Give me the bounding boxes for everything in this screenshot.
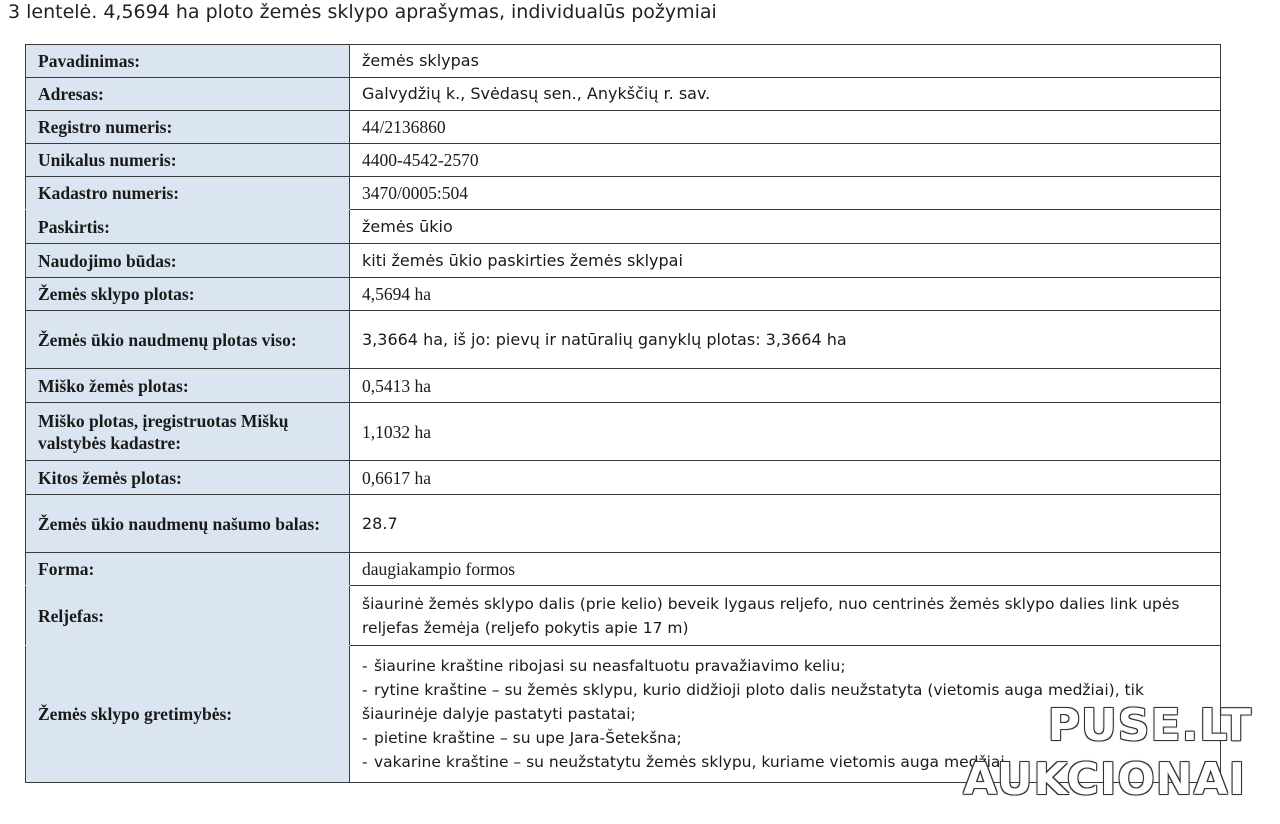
row-label: Pavadinimas: <box>26 45 350 78</box>
row-label: Kitos žemės plotas: <box>26 461 350 495</box>
row-value: daugiakampio formos <box>350 553 1221 586</box>
watermark-line1: PUSE.LT <box>1047 700 1252 751</box>
row-label: Adresas: <box>26 78 350 111</box>
table-row <box>26 311 1221 369</box>
row-label: Miško žemės plotas: <box>26 369 350 403</box>
table-row <box>26 78 1221 111</box>
table-row <box>26 461 1221 495</box>
row-value: 4,5694 ha <box>350 278 1221 311</box>
row-label: Naudojimo būdas: <box>26 244 350 278</box>
list-item: - pietine kraštine – su upe Jara-Šetekšna; <box>362 729 682 747</box>
row-value: 1,1032 ha <box>350 403 1221 461</box>
table-row <box>26 495 1221 553</box>
list-item: - šiaurine kraštine ribojasi su neasfaltuotu pravažiavimo keliu; <box>362 657 846 675</box>
table-row <box>26 586 1221 646</box>
list-item: - rytine kraštine – su žemės sklypu, kurio didžioji ploto dalis neužstatyta (vietomis auga medžiai), tik šiaurinėje dalyje pastatyti pastatai; <box>362 681 1144 723</box>
row-value: 3,3664 ha, iš jo: pievų ir natūralių ganyklų plotas: 3,3664 ha <box>350 311 1221 369</box>
table-row <box>26 244 1221 278</box>
row-label: Reljefas: <box>26 586 350 646</box>
row-label: Registro numeris: <box>26 111 350 144</box>
row-label: Žemės ūkio naudmenų našumo balas: <box>26 495 350 553</box>
row-value: 0,5413 ha <box>350 369 1221 403</box>
table-row <box>26 177 1221 210</box>
row-label: Žemės ūkio naudmenų plotas viso: <box>26 311 350 369</box>
row-value: 4400-4542-2570 <box>350 144 1221 177</box>
row-value: 3470/0005:504 <box>350 177 1221 210</box>
table-row <box>26 369 1221 403</box>
list-item: - vakarine kraštine – su neužstatytu žemės sklypu, kuriame vietomis auga medžiai. <box>362 753 1010 771</box>
row-label: Žemės sklypo gretimybės: <box>26 646 350 783</box>
table-row <box>26 278 1221 311</box>
row-value: 44/2136860 <box>350 111 1221 144</box>
table-row <box>26 144 1221 177</box>
row-label: Paskirtis: <box>26 210 350 244</box>
watermark-line2: AUKCIONAI <box>963 754 1246 805</box>
row-label: Miško plotas, įregistruotas Miškų valstybės kadastre: <box>26 403 350 461</box>
row-value: 28.7 <box>350 495 1221 553</box>
table-row <box>26 553 1221 586</box>
row-label: Unikalus numeris: <box>26 144 350 177</box>
row-label: Žemės sklypo plotas: <box>26 278 350 311</box>
table-row <box>26 403 1221 461</box>
row-label: Forma: <box>26 553 350 586</box>
row-label: Kadastro numeris: <box>26 177 350 210</box>
row-value: kiti žemės ūkio paskirties žemės sklypai <box>350 244 1221 278</box>
row-value: 0,6617 ha <box>350 461 1221 495</box>
table-row <box>26 210 1221 244</box>
row-value: žemės sklypas <box>350 45 1221 78</box>
row-value: šiaurinė žemės sklypo dalis (prie kelio) beveik lygaus reljefo, nuo centrinės žemės sklypo dalies link upės reljefas žemėja (reljefo pokytis apie 17 m) <box>350 586 1221 646</box>
table-caption: 3 lentelė. 4,5694 ha ploto žemės sklypo aprašymas, individualūs požymiai <box>8 1 717 23</box>
table-row <box>26 111 1221 144</box>
row-value: Galvydžių k., Svėdasų sen., Anykščių r. sav. <box>350 78 1221 111</box>
property-table <box>25 44 1221 783</box>
row-value: žemės ūkio <box>350 210 1221 244</box>
table-row <box>26 45 1221 78</box>
